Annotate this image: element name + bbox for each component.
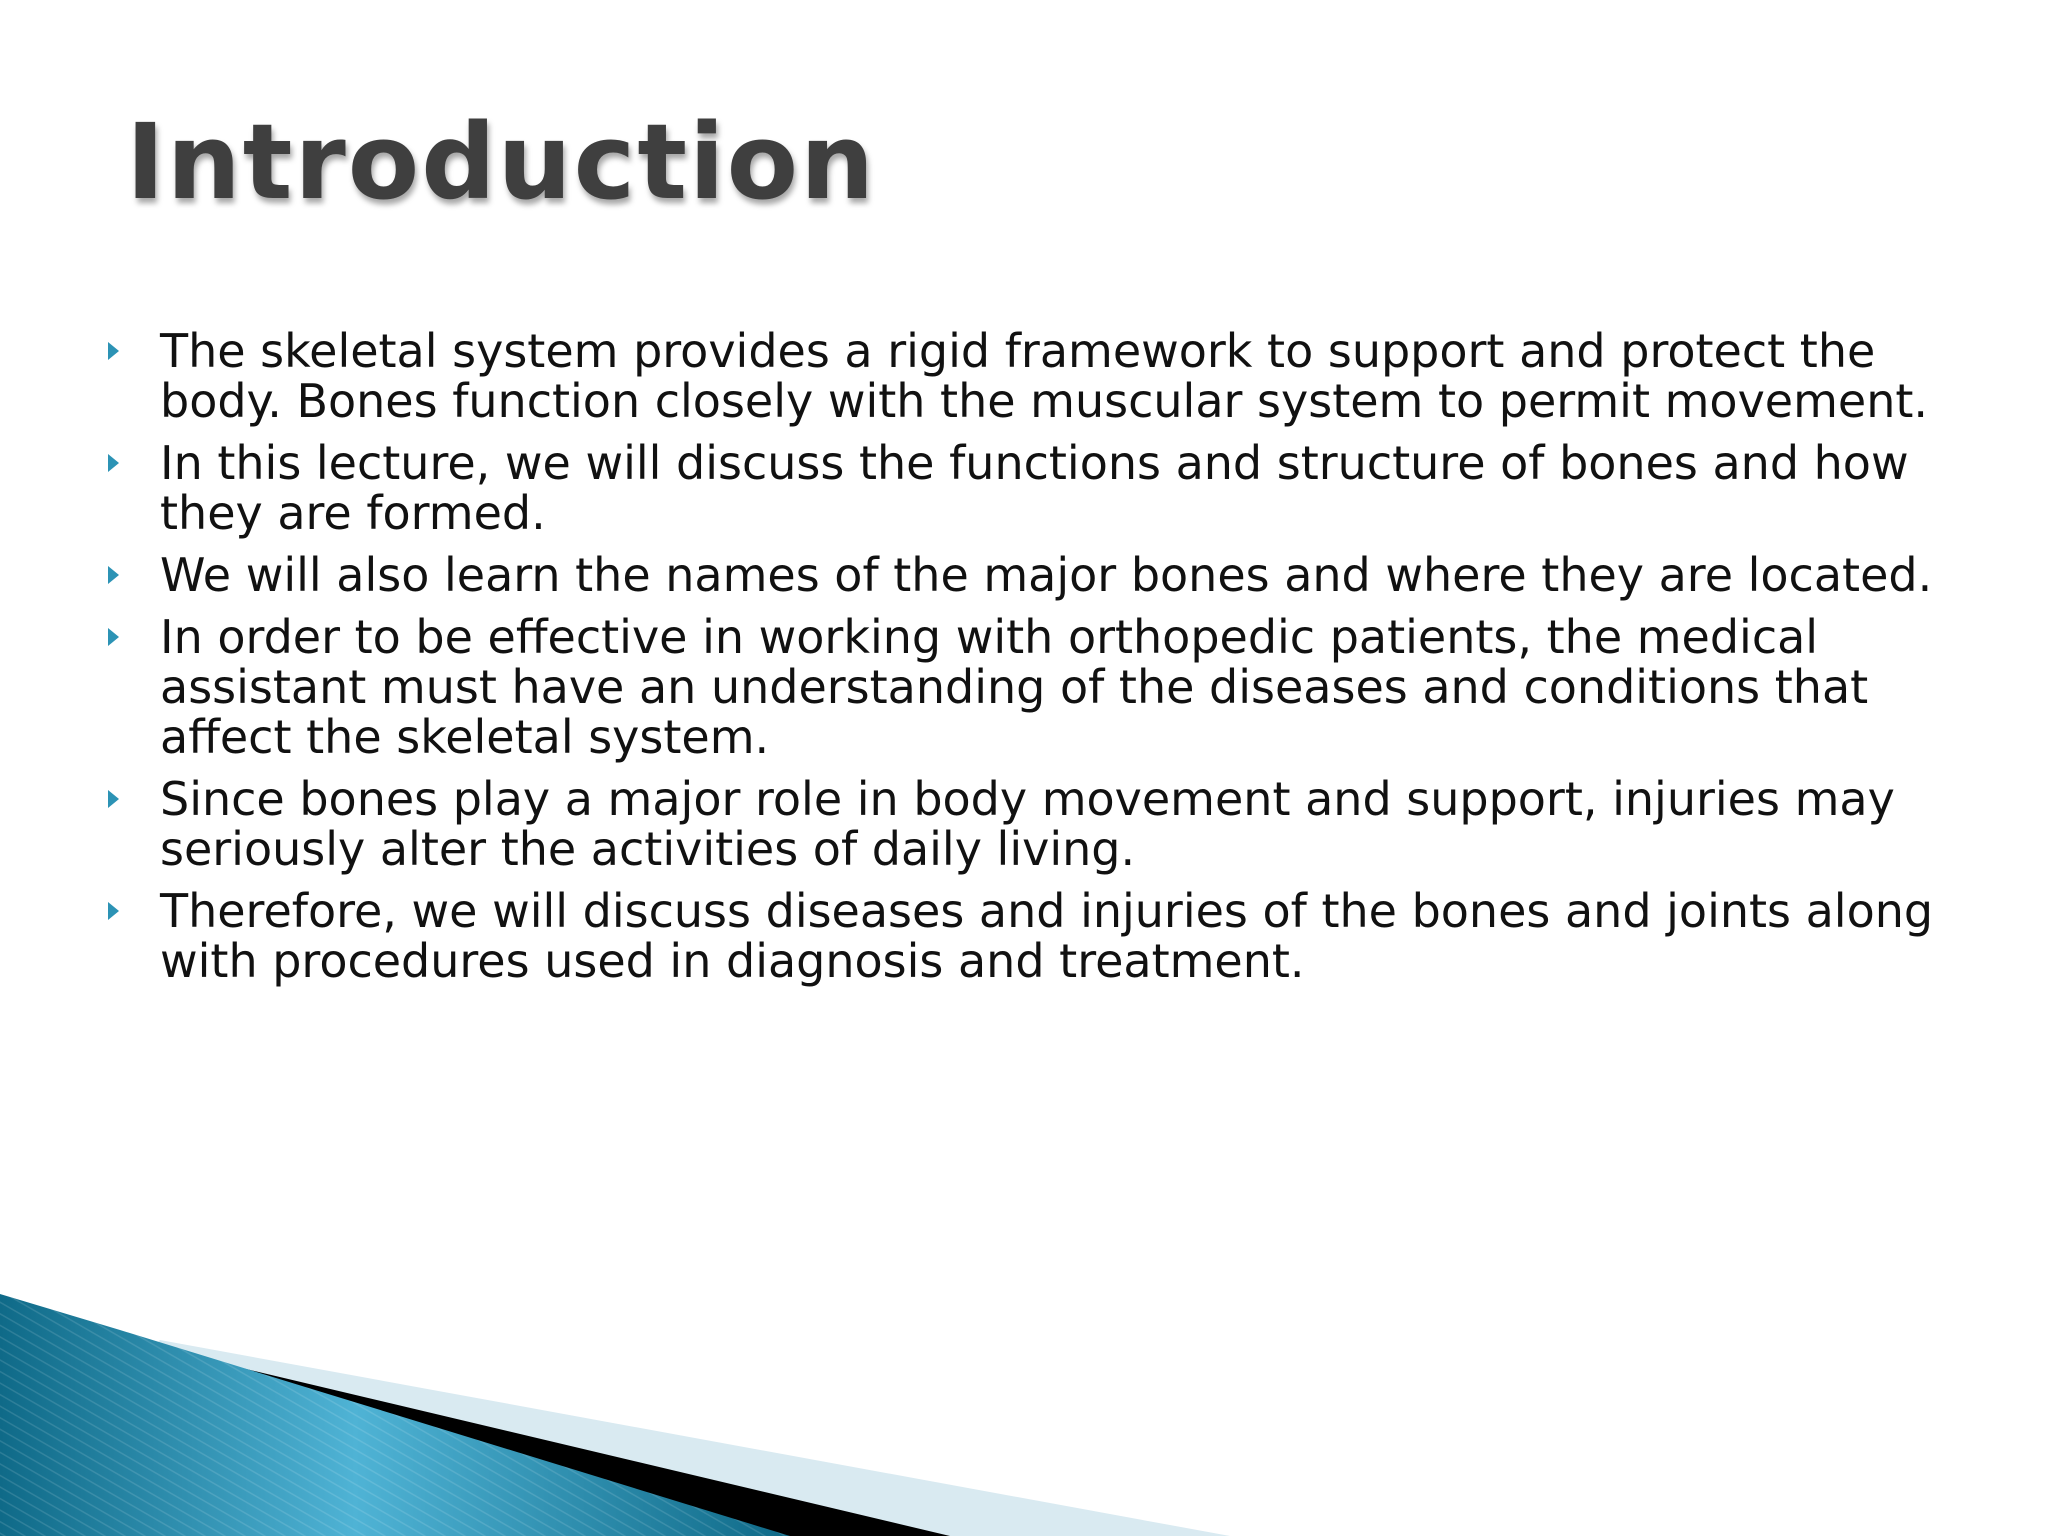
bullet-item <box>104 326 1984 426</box>
bullet-item <box>104 886 1984 986</box>
bullet-triangle-icon <box>108 790 119 808</box>
slide-title: Introduction <box>126 101 877 223</box>
bullet-triangle-icon <box>108 342 119 360</box>
bullet-text: Since bones play a major role in body movement and support, injuries may seriously alter the activities of daily living. <box>160 772 1895 876</box>
bullet-item <box>104 550 1984 600</box>
bullet-text: We will also learn the names of the major bones and where they are located. <box>160 548 1933 602</box>
bullet-triangle-icon <box>108 628 119 646</box>
bullet-text: In order to be effective in working with orthopedic patients, the medical assistant must have an understanding of the diseases and conditions that affect the skeletal system. <box>160 610 1869 764</box>
bullet-text: In this lecture, we will discuss the functions and structure of bones and how they are formed. <box>160 436 1909 540</box>
bullet-item <box>104 774 1984 874</box>
bullet-triangle-icon <box>108 566 119 584</box>
teal-band-stripes <box>0 1294 790 1536</box>
bullet-item <box>104 438 1984 538</box>
bullet-item <box>104 612 1984 762</box>
bullet-list <box>104 326 1984 998</box>
bullet-text: The skeletal system provides a rigid framework to support and protect the body. Bones function closely with the muscular system to permit movement. <box>160 324 1929 428</box>
corner-decoration <box>0 1280 2048 1536</box>
bullet-triangle-icon <box>108 902 119 920</box>
bullet-triangle-icon <box>108 454 119 472</box>
bullet-text: Therefore, we will discuss diseases and injuries of the bones and joints along with procedures used in diagnosis and treatment. <box>160 884 1934 988</box>
